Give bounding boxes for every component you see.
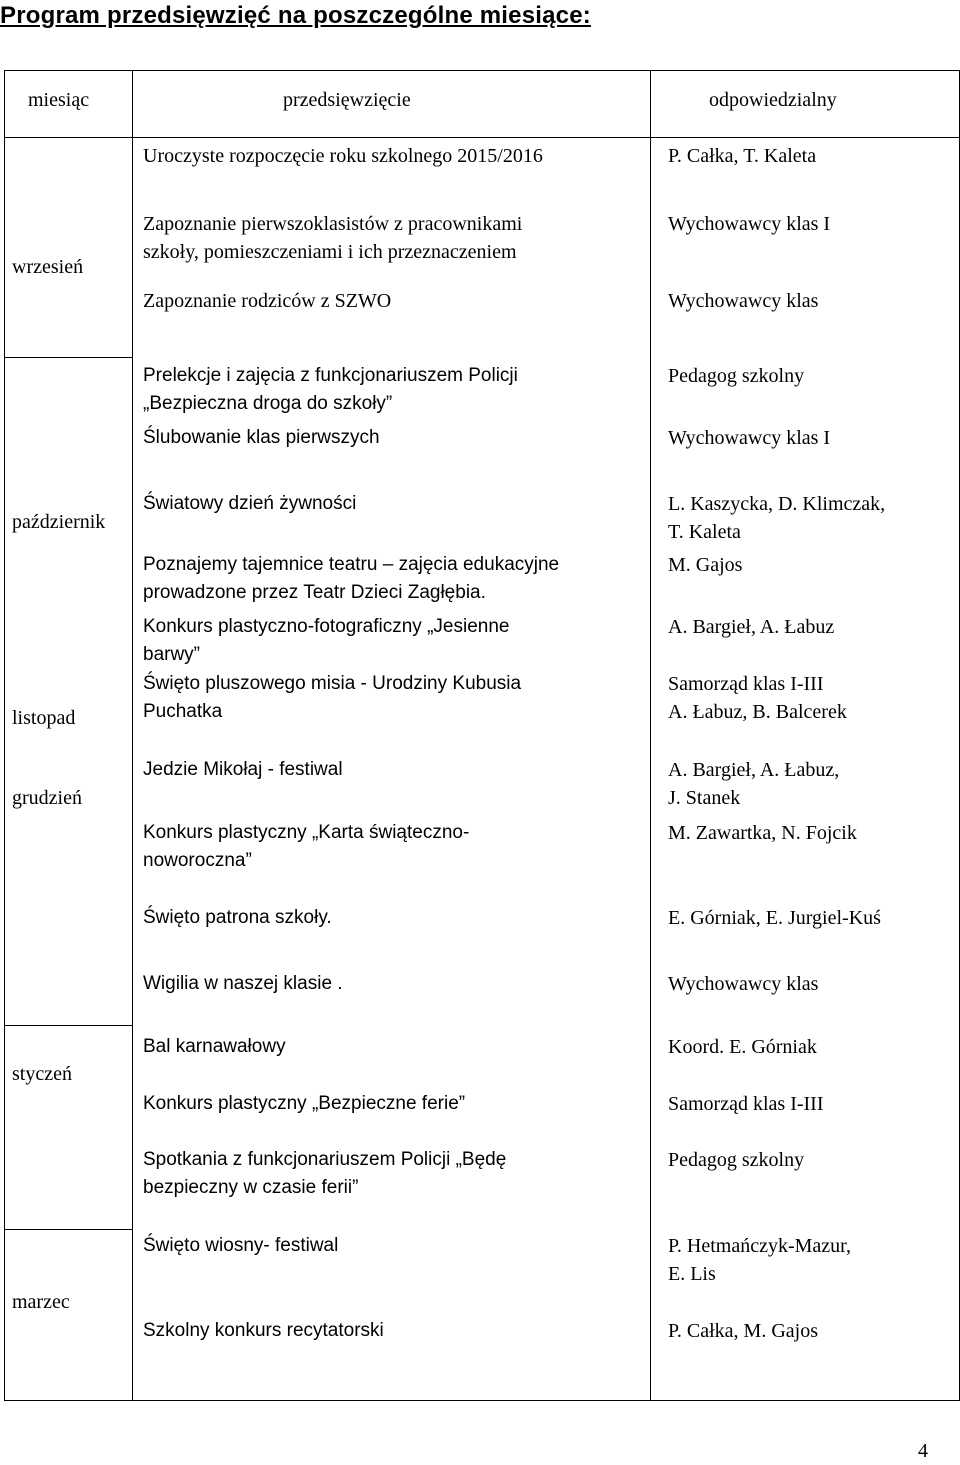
header-event: przedsięwzięcie	[283, 89, 411, 111]
event-cell: Wigilia w naszej klasie .	[143, 973, 343, 994]
page-title: Program przedsięwzięć na poszczególne miesiące:	[0, 2, 591, 29]
header-responsible: odpowiedzialny	[709, 89, 837, 111]
responsible-cell: Pedagog szkolny	[668, 365, 805, 387]
event-cell: Prelekcje i zajęcia z funkcjonariuszem Policji „Bezpieczna droga do szkoły”	[143, 365, 518, 414]
responsible-cell: E. Górniak, E. Jurgiel-Kuś	[668, 907, 881, 929]
responsible-cell: A. Bargieł, A. Łabuz	[668, 616, 835, 638]
responsible-cell: Koord. E. Górniak	[668, 1036, 817, 1058]
event-cell: Jedzie Mikołaj - festiwal	[143, 759, 343, 780]
column-divider	[132, 70, 133, 1401]
event-cell: Ślubowanie klas pierwszych	[143, 427, 380, 448]
month-label: listopad	[12, 707, 76, 729]
event-cell: Konkurs plastyczny „Bezpieczne ferie”	[143, 1093, 466, 1114]
table-border-left	[4, 70, 5, 1401]
event-cell: Szkolny konkurs recytatorski	[143, 1320, 384, 1341]
responsible-cell: Wychowawcy klas I	[668, 427, 831, 449]
responsible-cell: Wychowawcy klas	[668, 290, 819, 312]
month-label: wrzesień	[12, 256, 84, 278]
event-cell: Uroczyste rozpoczęcie roku szkolnego 2015/2016	[143, 145, 543, 167]
month-label: grudzień	[12, 787, 82, 809]
responsible-cell: M. Gajos	[668, 554, 743, 576]
event-cell: Bal karnawałowy	[143, 1036, 286, 1057]
responsible-cell: Samorząd klas I-III A. Łabuz, B. Balcerek	[668, 673, 847, 723]
event-cell: Święto patrona szkoły.	[143, 907, 332, 928]
event-cell: Konkurs plastyczno-fotograficzny „Jesienne barwy”	[143, 616, 510, 665]
event-cell: Święto pluszowego misia - Urodziny Kubusia Puchatka	[143, 673, 522, 722]
month-divider	[4, 1229, 132, 1230]
table-border-top	[4, 70, 960, 71]
event-cell: Światowy dzień żywności	[143, 493, 357, 514]
table-border-bottom	[4, 1400, 960, 1401]
responsible-cell: Pedagog szkolny	[668, 1149, 805, 1171]
event-cell: Zapoznanie rodziców z SZWO	[143, 290, 392, 312]
header-divider	[4, 137, 960, 138]
event-cell: Zapoznanie pierwszoklasistów z pracownikami szkoły, pomieszczeniami i ich przeznaczeniem	[143, 213, 523, 263]
responsible-cell: Samorząd klas I-III	[668, 1093, 824, 1115]
month-label: marzec	[12, 1291, 70, 1313]
responsible-cell: P. Hetmańczyk-Mazur, E. Lis	[668, 1235, 852, 1285]
event-cell: Poznajemy tajemnice teatru – zajęcia edukacyjne prowadzone przez Teatr Dzieci Zagłębia.	[143, 554, 560, 603]
month-divider	[4, 1025, 132, 1026]
responsible-cell: Wychowawcy klas I	[668, 213, 831, 235]
header-month: miesiąc	[28, 89, 90, 111]
month-divider	[4, 357, 132, 358]
event-cell: Konkurs plastyczny „Karta świąteczno- noworoczna”	[143, 822, 470, 871]
responsible-cell: Wychowawcy klas	[668, 973, 819, 995]
column-divider	[650, 70, 651, 1401]
responsible-cell: M. Zawartka, N. Fojcik	[668, 822, 857, 844]
event-cell: Spotkania z funkcjonariuszem Policji „Będę bezpieczny w czasie ferii”	[143, 1149, 507, 1198]
responsible-cell: A. Bargieł, A. Łabuz, J. Stanek	[668, 759, 840, 809]
month-label: styczeń	[12, 1063, 72, 1085]
month-label: październik	[12, 511, 106, 533]
responsible-cell: L. Kaszycka, D. Klimczak, T. Kaleta	[668, 493, 886, 543]
responsible-cell: P. Całka, T. Kaleta	[668, 145, 817, 167]
responsible-cell: P. Całka, M. Gajos	[668, 1320, 818, 1342]
event-cell: Święto wiosny- festiwal	[143, 1235, 339, 1256]
page-number: 4	[918, 1440, 928, 1462]
